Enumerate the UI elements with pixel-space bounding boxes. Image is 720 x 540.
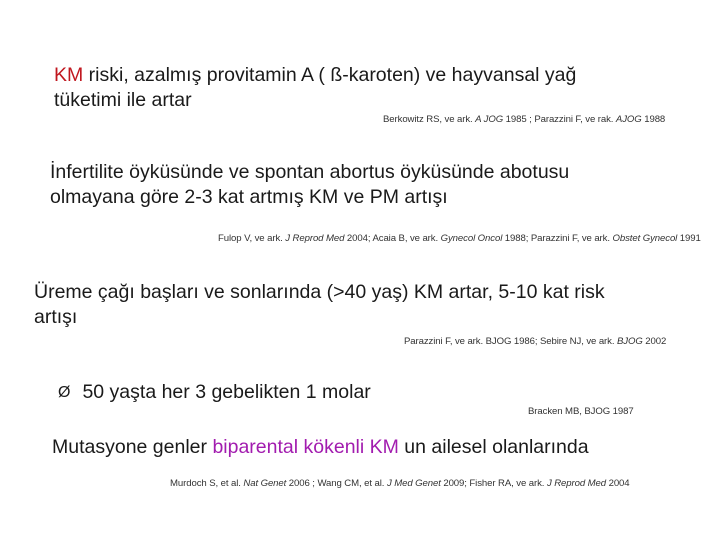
reference-citation: Parazzini F, ve ark. BJOG 1986; Sebire NJ, ve ark. BJOG 2002: [404, 336, 667, 347]
reference-citation: Bracken MB, BJOG 1987: [528, 406, 634, 417]
statement-text: olmayana göre 2-3 kat artmış KM ve PM artışı: [50, 186, 448, 208]
bullet-text: 50 yaşta her 3 gebelikten 1 molar: [82, 381, 371, 403]
biparental-highlight: biparental kökenli KM: [212, 436, 399, 458]
statement-text: un ailesel olanlarında: [398, 436, 589, 458]
risk-statement-genetic: [52, 435, 712, 460]
statement-text: tüketimi ile artar: [54, 89, 192, 111]
reference-citation: Fulop V, ve ark. J Reprod Med 2004; Acaia B, ve ark. Gynecol Oncol 1988; Parazzini F, ve ark. Obstet Gynecol 1991: [218, 233, 701, 244]
statement-text: Mutasyone genler: [52, 436, 213, 458]
bullet-item-molar: [58, 380, 518, 406]
arrow-bullet-icon: Ø: [58, 384, 71, 401]
risk-statement-age: [34, 280, 694, 330]
risk-statement-infertility: [50, 160, 670, 210]
statement-text: İnfertilite öyküsünde ve spontan abortus öyküsünde abotusu: [50, 161, 570, 183]
reference-citation: Berkowitz RS, ve ark. A JOG 1985 ; Parazzini F, ve rak. AJOG 1988: [383, 114, 666, 125]
statement-text: artışı: [34, 306, 78, 328]
reference-citation: Murdoch S, et al. Nat Genet 2006 ; Wang CM, et al. J Med Genet 2009; Fisher RA, ve ark. J Reprod Med 2004: [170, 478, 630, 489]
km-highlight: KM: [54, 64, 84, 86]
statement-text: Üreme çağı başları ve sonlarında (>40 yaş) KM artar, 5-10 kat risk: [34, 281, 605, 303]
risk-statement-diet: [54, 63, 664, 113]
statement-text: riski, azalmış provitamin A ( ß-karoten) ve hayvansal yağ: [83, 64, 577, 86]
